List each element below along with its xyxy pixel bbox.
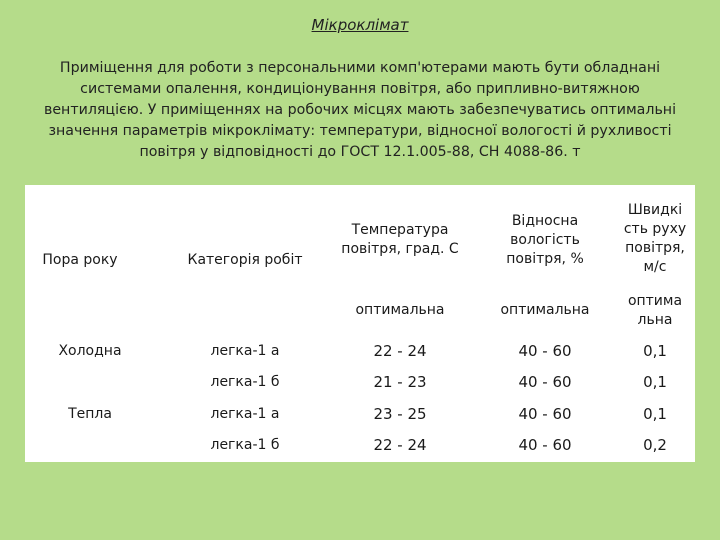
row4-category: легка-1 б: [210, 437, 280, 453]
row4-speed: 0,2: [643, 436, 667, 454]
row1-category: легка-1 а: [210, 343, 280, 359]
row2-category: легка-1 б: [210, 374, 280, 390]
header-season: Пора року: [42, 251, 118, 268]
header-speed: Швидкі сть руху повітря, м/с: [623, 202, 687, 275]
header-category: Категорія робіт: [187, 251, 303, 268]
slide-title: Мікроклімат: [311, 16, 409, 34]
row3-season: Тепла: [68, 406, 112, 422]
row1-temperature: 22 - 24: [373, 342, 427, 360]
row2-season: [25, 369, 155, 395]
header-humidity: Відносна вологість повітря, %: [506, 212, 584, 267]
subheader-temperature: оптимальна: [355, 301, 445, 318]
row2-humidity: 40 - 60: [518, 373, 572, 391]
row4-season: [25, 432, 155, 458]
row1-season: Холодна: [58, 343, 122, 359]
subheader-humidity: оптимальна: [500, 301, 590, 318]
intro-paragraph: Приміщення для роботи з персональними комп'ютерами мають бути обладнані системами опалення, кондиціонування повітря, або припливно-витяжною вентиляцією. У приміщеннях на робочих місцях мають забезпечуватись оптимальні значення параметрів мікроклімату: температури, відносної вологості й рухливості повітря у відповідності до ГОСТ 12.1.005-88, СН 4088-86. т: [43, 60, 677, 160]
row1-humidity: 40 - 60: [518, 342, 572, 360]
header-temperature: Температура повітря, град. С: [341, 222, 459, 257]
row1-speed: 0,1: [643, 342, 667, 360]
row3-speed: 0,1: [643, 405, 667, 423]
row3-category: легка-1 а: [210, 406, 280, 422]
row2-temperature: 21 - 23: [373, 373, 427, 391]
row4-humidity: 40 - 60: [518, 436, 572, 454]
subheader-speed: оптима льна: [627, 293, 683, 328]
row4-temperature: 22 - 24: [373, 436, 427, 454]
row3-humidity: 40 - 60: [518, 405, 572, 423]
row2-speed: 0,1: [643, 373, 667, 391]
row3-temperature: 23 - 25: [373, 405, 427, 423]
microclimate-table: [25, 185, 695, 462]
